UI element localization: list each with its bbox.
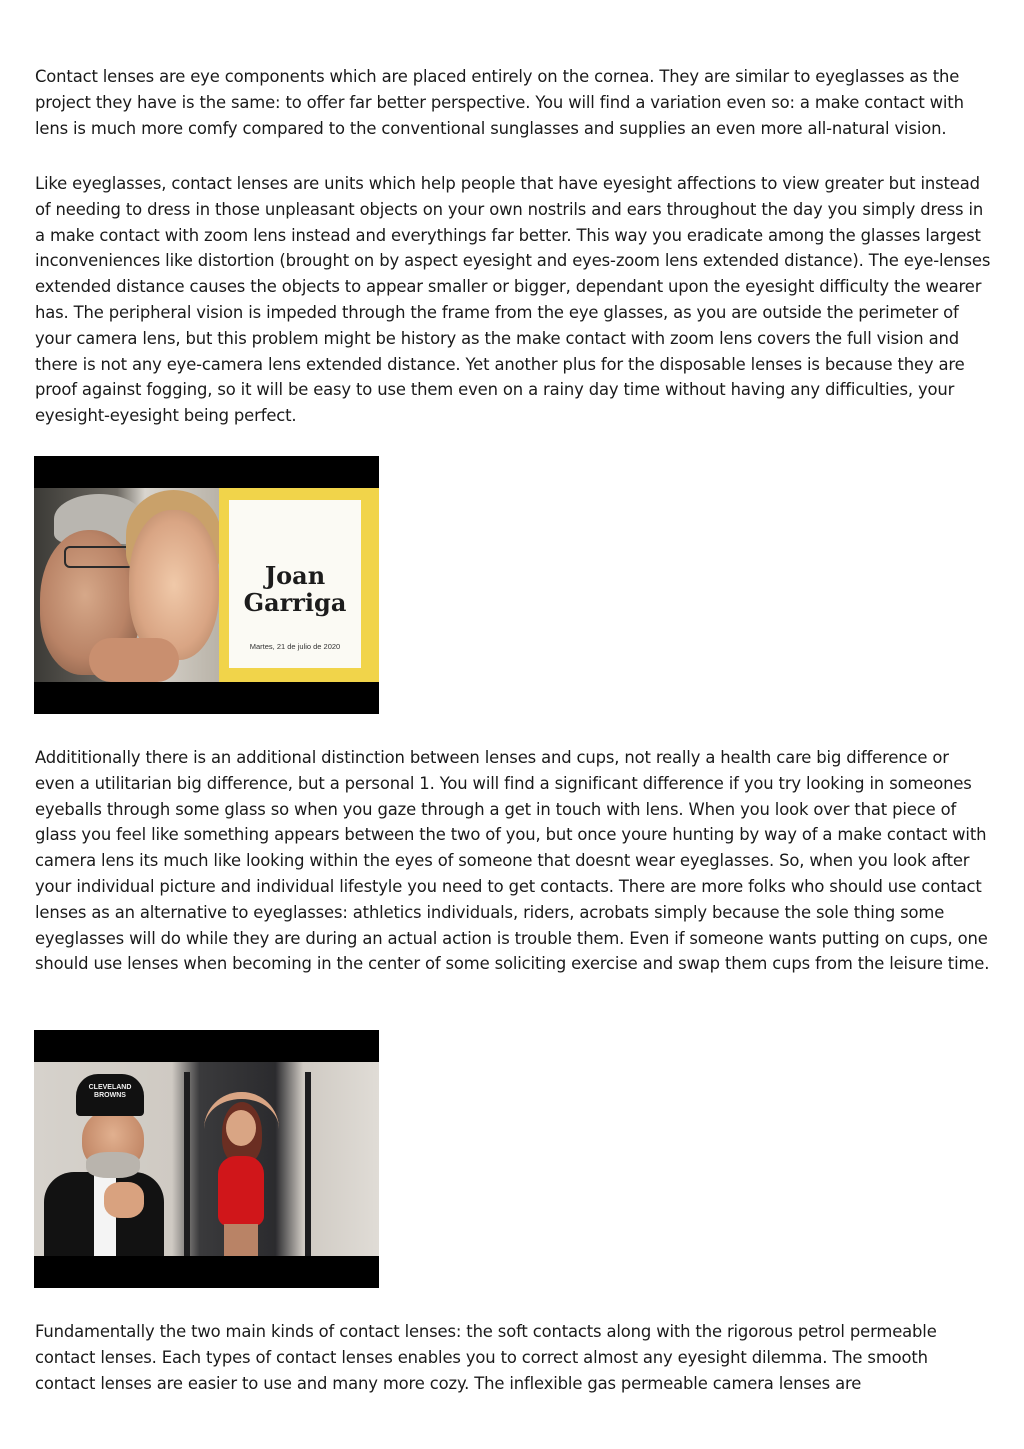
- couple-photo: [34, 488, 219, 682]
- card-date: Martes, 21 de julio de 2020: [249, 642, 341, 651]
- video-thumbnail-photo[interactable]: [34, 1030, 379, 1288]
- title-card: [219, 488, 379, 682]
- paragraph-4: Fundamentally the two main kinds of contact lenses: the soft contacts along with the rigorous petrol permeable contact lenses. Each types of contact lenses enables you to correct almost any eyesight dilemma. The smooth contact lenses are easier to use and many more cozy. The inflexible gas permeable camera lenses are: [35, 1322, 937, 1393]
- red-bodysuit: [218, 1156, 264, 1226]
- paragraph-3: Addititionally there is an additional distinction between lenses and cups, not really a health care big difference or even a utilitarian big difference, but a personal 1. You will find a significant difference if you try looking in someones eyeballs through some glass so when you gaze through a get in touch with lens. When you look over that piece of glass you feel like something appears between the two of you, but once youre hunting by way of a make contact with camera lens its much like looking within the eyes of someone that doesnt wear eyeglasses. So, when you look after your individual picture and individual lifestyle you need to get contacts. There are more folks who should use contact lenses as an alternative to eyeglasses: athletics individuals, riders, acrobats simply because the sole thing some eyeglasses will do while they are during an actual action is trouble them. Even if someone wants putting on cups, one should use lenses when becoming in the center of some soliciting exercise and swap them cups from the leisure time.: [35, 748, 990, 974]
- paragraph-2: Like eyeglasses, contact lenses are units which help people that have eyesight affections to view greater but instead of needing to dress in those unpleasant objects on your own nostrils and ears throughout the day you simply dress in a make contact with zoom lens instead and everythings far better. This way you eradicate among the glasses largest inconveniences like distortion (brought on by aspect eyesight and eyes-zoom lens extended distance). The eye-lenses extended distance causes the objects to appear smaller or bigger, dependant upon the eyesight difficulty the wearer has. The peripheral vision is impeded through the frame from the eye glasses, as you are outside the perimeter of your camera lens, but this problem might be history as the make contact with zoom lens covers the full vision and there is not any eye-camera lens extended distance. Yet another plus for the disposable lenses is because they are proof against fogging, so it will be easy to use them even on a rainy day time without having any difficulties, your eyesight-eyesight being perfect.: [35, 174, 991, 426]
- video-thumbnail-joan-garriga[interactable]: [34, 456, 379, 714]
- paragraph-1: Contact lenses are eye components which are placed entirely on the cornea. They are similar to eyeglasses as the project they have is the same: to offer far better perspective. You will find a variation even so: a make contact with lens is much more comfy compared to the conventional sunglasses and supplies an even more all-natural vision.: [35, 67, 964, 138]
- scene-photo: [34, 1062, 379, 1256]
- cap-logo: CLEVELAND BROWNS: [88, 1084, 132, 1099]
- card-title: Joan Garriga: [243, 561, 347, 617]
- woman-figure: [204, 1092, 279, 1256]
